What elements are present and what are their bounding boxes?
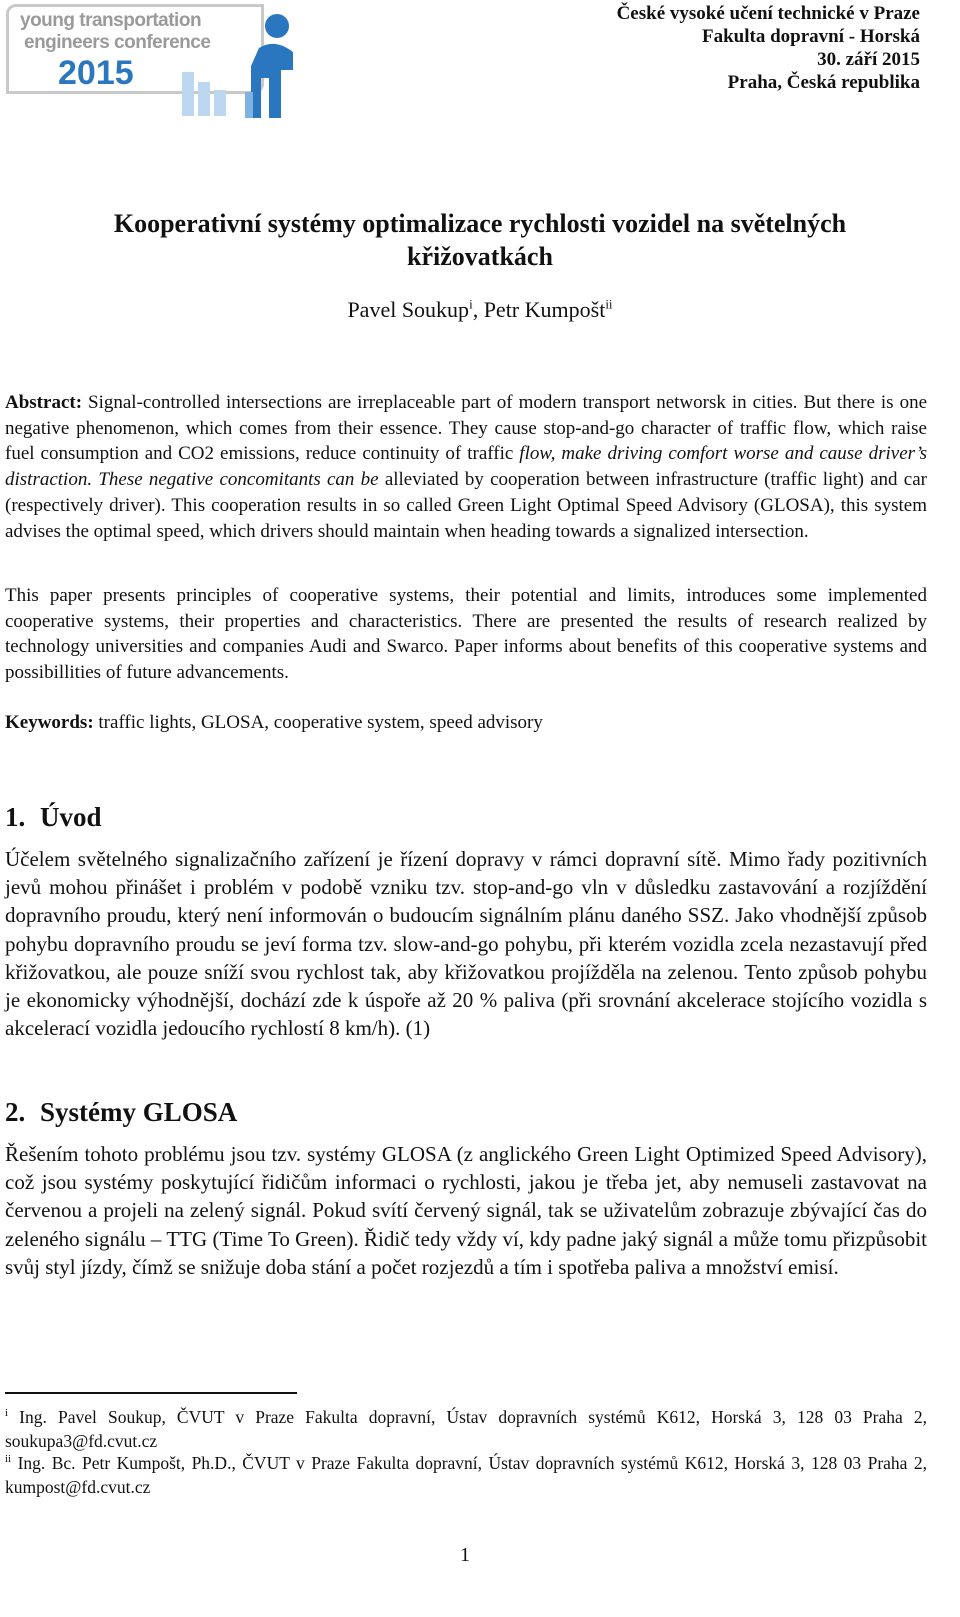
- abstract-text-italic: flow, make driving comfort worse and cause driver’s distraction. These negative concomitants can be: [5, 443, 928, 491]
- title-line-1: Kooperativní systémy optimalizace rychlosti vozidel na světelných: [113, 209, 847, 238]
- institution-name: České vysoké učení technické v Praze: [616, 3, 920, 24]
- footnote: [5, 1452, 927, 1499]
- page-number: 1: [460, 1544, 470, 1566]
- paper-title: [40, 207, 920, 273]
- section-title: Systémy GLOSA: [40, 1097, 238, 1127]
- logo-bars-graphic: [178, 68, 248, 120]
- section-heading: [5, 801, 102, 833]
- logo-text-line1: young transportation: [20, 10, 202, 31]
- author-list: [40, 296, 920, 324]
- section-number: 2.: [5, 1097, 26, 1127]
- keywords-label: Keywords:: [5, 712, 94, 733]
- logo-year: 2015: [58, 54, 134, 92]
- footnote-text: Ing. Bc. Petr Kumpošt, Ph.D., ČVUT v Praze Fakulta dopravní, Ústav dopravních systémů K612, Horská 3, 128 03 Praha 2, kumpost@fd.cvut.cz: [5, 1453, 927, 1497]
- footnote-mark: ii: [605, 296, 613, 312]
- faculty-name: Fakulta dopravní - Horská: [701, 26, 920, 47]
- footnote: [5, 1406, 927, 1453]
- footnote-divider: [5, 1392, 297, 1394]
- abstract-text: alleviated by cooperation between infrastructure (traffic light) and car (respectively driver). This cooperation results in so called Green Light Optimal Speed Advisory (GLOSA), this system advises the optimal speed, which drivers should maintain when heading towards a signalized intersection.: [5, 469, 927, 542]
- abstract-paragraph: [5, 390, 927, 544]
- title-line-2: křižovatkách: [407, 242, 553, 271]
- section-heading: [5, 1096, 237, 1128]
- section-body: Účelem světelného signalizačního zařízení je řízení dopravy v rámci dopravní sítě. Mimo řady pozitivních jevů mohou přinášet i problém v podobě vzniku tzv. stop-and-go vln v důsledku zastavování a rozjíždění dopravního proudu, který není informován o budoucím signálním plánu daného SSZ. Jako vhodnější způsob pohybu dopravního proudu se jeví forma tzv. slow-and-go pohybu, při kterém vozidla zcela nezastavují před křižovatkou, ale pouze sníží svou rychlost tak, aby křižovatkou projížděla na zelenou. Tento způsob pohybu je ekonomicky výhodnější, dochází zde k úspoře až 20 % paliva (při srovnání akcelerace stojícího vozidla s akcelerací vozidla jedoucího rychlostí 8 km/h). (1): [5, 847, 927, 1041]
- conference-info: [617, 2, 920, 94]
- section-title: Úvod: [40, 802, 102, 832]
- logo-text-line2: engineers conference: [24, 32, 211, 53]
- section-number: 1.: [5, 802, 26, 832]
- conference-date: 30. září 2015: [817, 49, 920, 70]
- abstract-text: Signal-controlled intersections are irreplaceable part of modern transport networsk in cities. But there is one negative phenomenon, which comes from their essence. They cause stop-and-go character of traffic flow, which raise fuel consumption and CO2 emissions, reduce continuity of traffic: [5, 392, 927, 465]
- conference-location: Praha, Česká republika: [727, 72, 920, 93]
- abstract-label: Abstract:: [5, 392, 83, 413]
- author-name: Pavel Soukup: [347, 297, 470, 322]
- footnote-mark: i: [5, 1407, 9, 1420]
- footnote-text: Ing. Pavel Soukup, ČVUT v Praze Fakulta dopravní, Ústav dopravních systémů K612, Horská 3, 128 03 Praha 2, soukupa3@fd.cvut.cz: [5, 1407, 927, 1451]
- author-separator: ,: [472, 297, 484, 322]
- author-name: Petr Kumpošt: [483, 297, 606, 322]
- abstract-paragraph-2: This paper presents principles of cooperative systems, their potential and limits, introduces some implemented cooperative systems, their properties and characteristics. There are presented the results of research realized by technology universities and companies Audi and Swarco. Paper informs about benefits of this cooperative systems and possibillities of future advancements.: [5, 585, 927, 684]
- footnote-mark: i: [469, 296, 473, 312]
- footnote-mark: ii: [5, 1453, 12, 1466]
- keywords: [5, 710, 927, 736]
- person-figure-icon: [241, 8, 301, 120]
- conference-logo: [6, 4, 306, 124]
- section-body: Řešením tohoto problému jsou tzv. systémy GLOSA (z anglického Green Light Optimized Speed Advisory), což jsou systémy poskytující řidičům informaci o rychlosti, jakou je třeba jet, aby nemuseli zastavovat na červenou a projeli na zelený signál. Pokud svítí červený signál, tak se uživatelům zobrazuje zbývající čas do zeleného signálu – TTG (Time To Green). Řidič tedy vždy ví, kdy padne jaký signál a může tomu přizpůsobit svůj styl jízdy, čímž se snižuje doba stání a počet rozjezdů a tím i spotřeba paliva a množství emisí.: [5, 1142, 927, 1279]
- keywords-text: traffic lights, GLOSA, cooperative system, speed advisory: [93, 712, 543, 733]
